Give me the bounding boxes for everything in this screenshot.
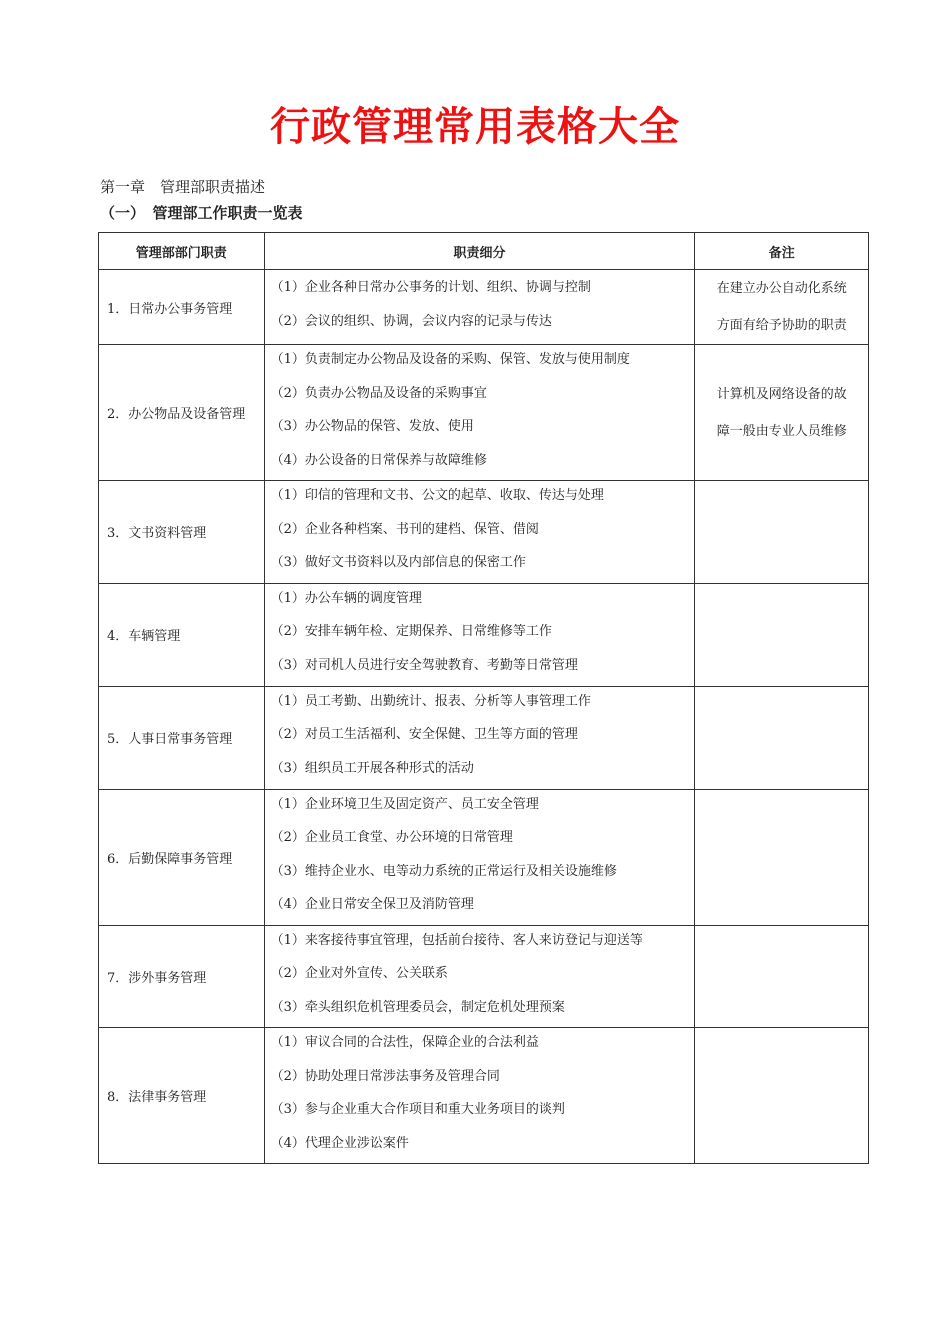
duty-item: （1）来客接待事宜管理，包括前台接待、客人来访登记与迎送等	[270, 932, 643, 948]
table-row	[99, 789, 869, 925]
table-row	[99, 686, 869, 789]
duty-item: （1）负责制定办公物品及设备的采购、保管、发放与使用制度	[270, 352, 630, 367]
dept-cell: 3．文书资料管理	[99, 481, 265, 584]
table-row	[99, 925, 869, 1028]
duty-item: （3）组织员工开展各种形式的活动	[270, 760, 474, 776]
note-cell	[695, 270, 869, 345]
duty-item: （4）办公设备的日常保养与故障维修	[270, 452, 487, 468]
duty-item: （3）参与企业重大合作项目和重大业务项目的谈判	[270, 1102, 565, 1117]
items-cell	[264, 1028, 695, 1164]
items-cell	[264, 345, 695, 481]
table-row	[99, 583, 869, 686]
note-line: 障一般由专业人员维修	[716, 423, 847, 439]
items-cell	[264, 270, 695, 345]
note-line: 在建立办公自动化系统	[716, 281, 847, 296]
duty-item: （1）印信的管理和文书、公文的起草、收取、传达与处理	[270, 488, 604, 503]
table-row	[99, 345, 869, 481]
duty-item: （3）牵头组织危机管理委员会，制定危机处理预案	[270, 999, 565, 1015]
duty-item: （1）企业各种日常办公事务的计划、组织、协调与控制	[270, 280, 591, 295]
note-line: 计算机及网络设备的故	[716, 386, 847, 402]
duty-item: （2）协助处理日常涉法事务及管理合同	[270, 1068, 500, 1084]
duty-item: （1）审议合同的合法性，保障企业的合法利益	[270, 1035, 539, 1050]
duty-item: （1）员工考勤、出勤统计、报表、分析等人事管理工作	[270, 693, 591, 709]
duty-item: （2）企业各种档案、书刊的建档、保管、借阅	[270, 521, 539, 537]
duties-table	[98, 232, 869, 1164]
section-heading: （一） 管理部工作职责一览表	[100, 204, 303, 222]
duty-item: （3）办公物品的保管、发放、使用	[270, 419, 474, 434]
table-header-row	[99, 233, 869, 270]
dept-cell: 2．办公物品及设备管理	[99, 345, 265, 481]
note-cell	[695, 1028, 869, 1164]
duty-item: （4）企业日常安全保卫及消防管理	[270, 897, 474, 912]
duty-item: （1）办公车辆的调度管理	[270, 590, 422, 606]
header-dept: 管理部部门职责	[99, 233, 265, 270]
duty-item: （2）安排车辆年检、定期保养、日常维修等工作	[270, 624, 552, 640]
items-cell	[264, 686, 695, 789]
items-cell	[264, 925, 695, 1028]
items-cell	[264, 789, 695, 925]
note-cell	[695, 686, 869, 789]
duty-item: （2）会议的组织、协调，会议内容的记录与传达	[270, 313, 552, 329]
duty-item: （4）代理企业涉讼案件	[270, 1135, 409, 1151]
dept-cell: 7．涉外事务管理	[99, 925, 265, 1028]
duty-item: （2）企业员工食堂、办公环境的日常管理	[270, 830, 513, 845]
table-row	[99, 481, 869, 584]
dept-cell: 8．法律事务管理	[99, 1028, 265, 1164]
note-cell	[695, 345, 869, 481]
note-cell	[695, 789, 869, 925]
chapter-heading: 第一章 管理部职责描述	[100, 178, 266, 196]
dept-cell: 6．后勤保障事务管理	[99, 789, 265, 925]
document-title: 行政管理常用表格大全	[270, 104, 680, 150]
note-line: 方面有给予协助的职责	[716, 318, 847, 333]
note-cell	[695, 925, 869, 1028]
header-note: 备注	[695, 233, 869, 270]
duty-item: （2）负责办公物品及设备的采购事宜	[270, 385, 487, 401]
table-row	[99, 1028, 869, 1164]
duty-item: （3）对司机人员进行安全驾驶教育、考勤等日常管理	[270, 657, 578, 673]
note-cell	[695, 481, 869, 584]
header-items: 职责细分	[264, 233, 695, 270]
duty-item: （3）做好文书资料以及内部信息的保密工作	[270, 555, 526, 570]
items-cell	[264, 481, 695, 584]
duty-item: （2）对员工生活福利、安全保健、卫生等方面的管理	[270, 727, 578, 743]
note-cell	[695, 583, 869, 686]
dept-cell: 1．日常办公事务管理	[99, 270, 265, 345]
items-cell	[264, 583, 695, 686]
dept-cell: 5．人事日常事务管理	[99, 686, 265, 789]
table-row	[99, 270, 869, 345]
duty-item: （2）企业对外宣传、公关联系	[270, 966, 448, 981]
duty-item: （3）维持企业水、电等动力系统的正常运行及相关设施维修	[270, 863, 617, 879]
dept-cell: 4．车辆管理	[99, 583, 265, 686]
duty-item: （1）企业环境卫生及固定资产、员工安全管理	[270, 796, 539, 812]
